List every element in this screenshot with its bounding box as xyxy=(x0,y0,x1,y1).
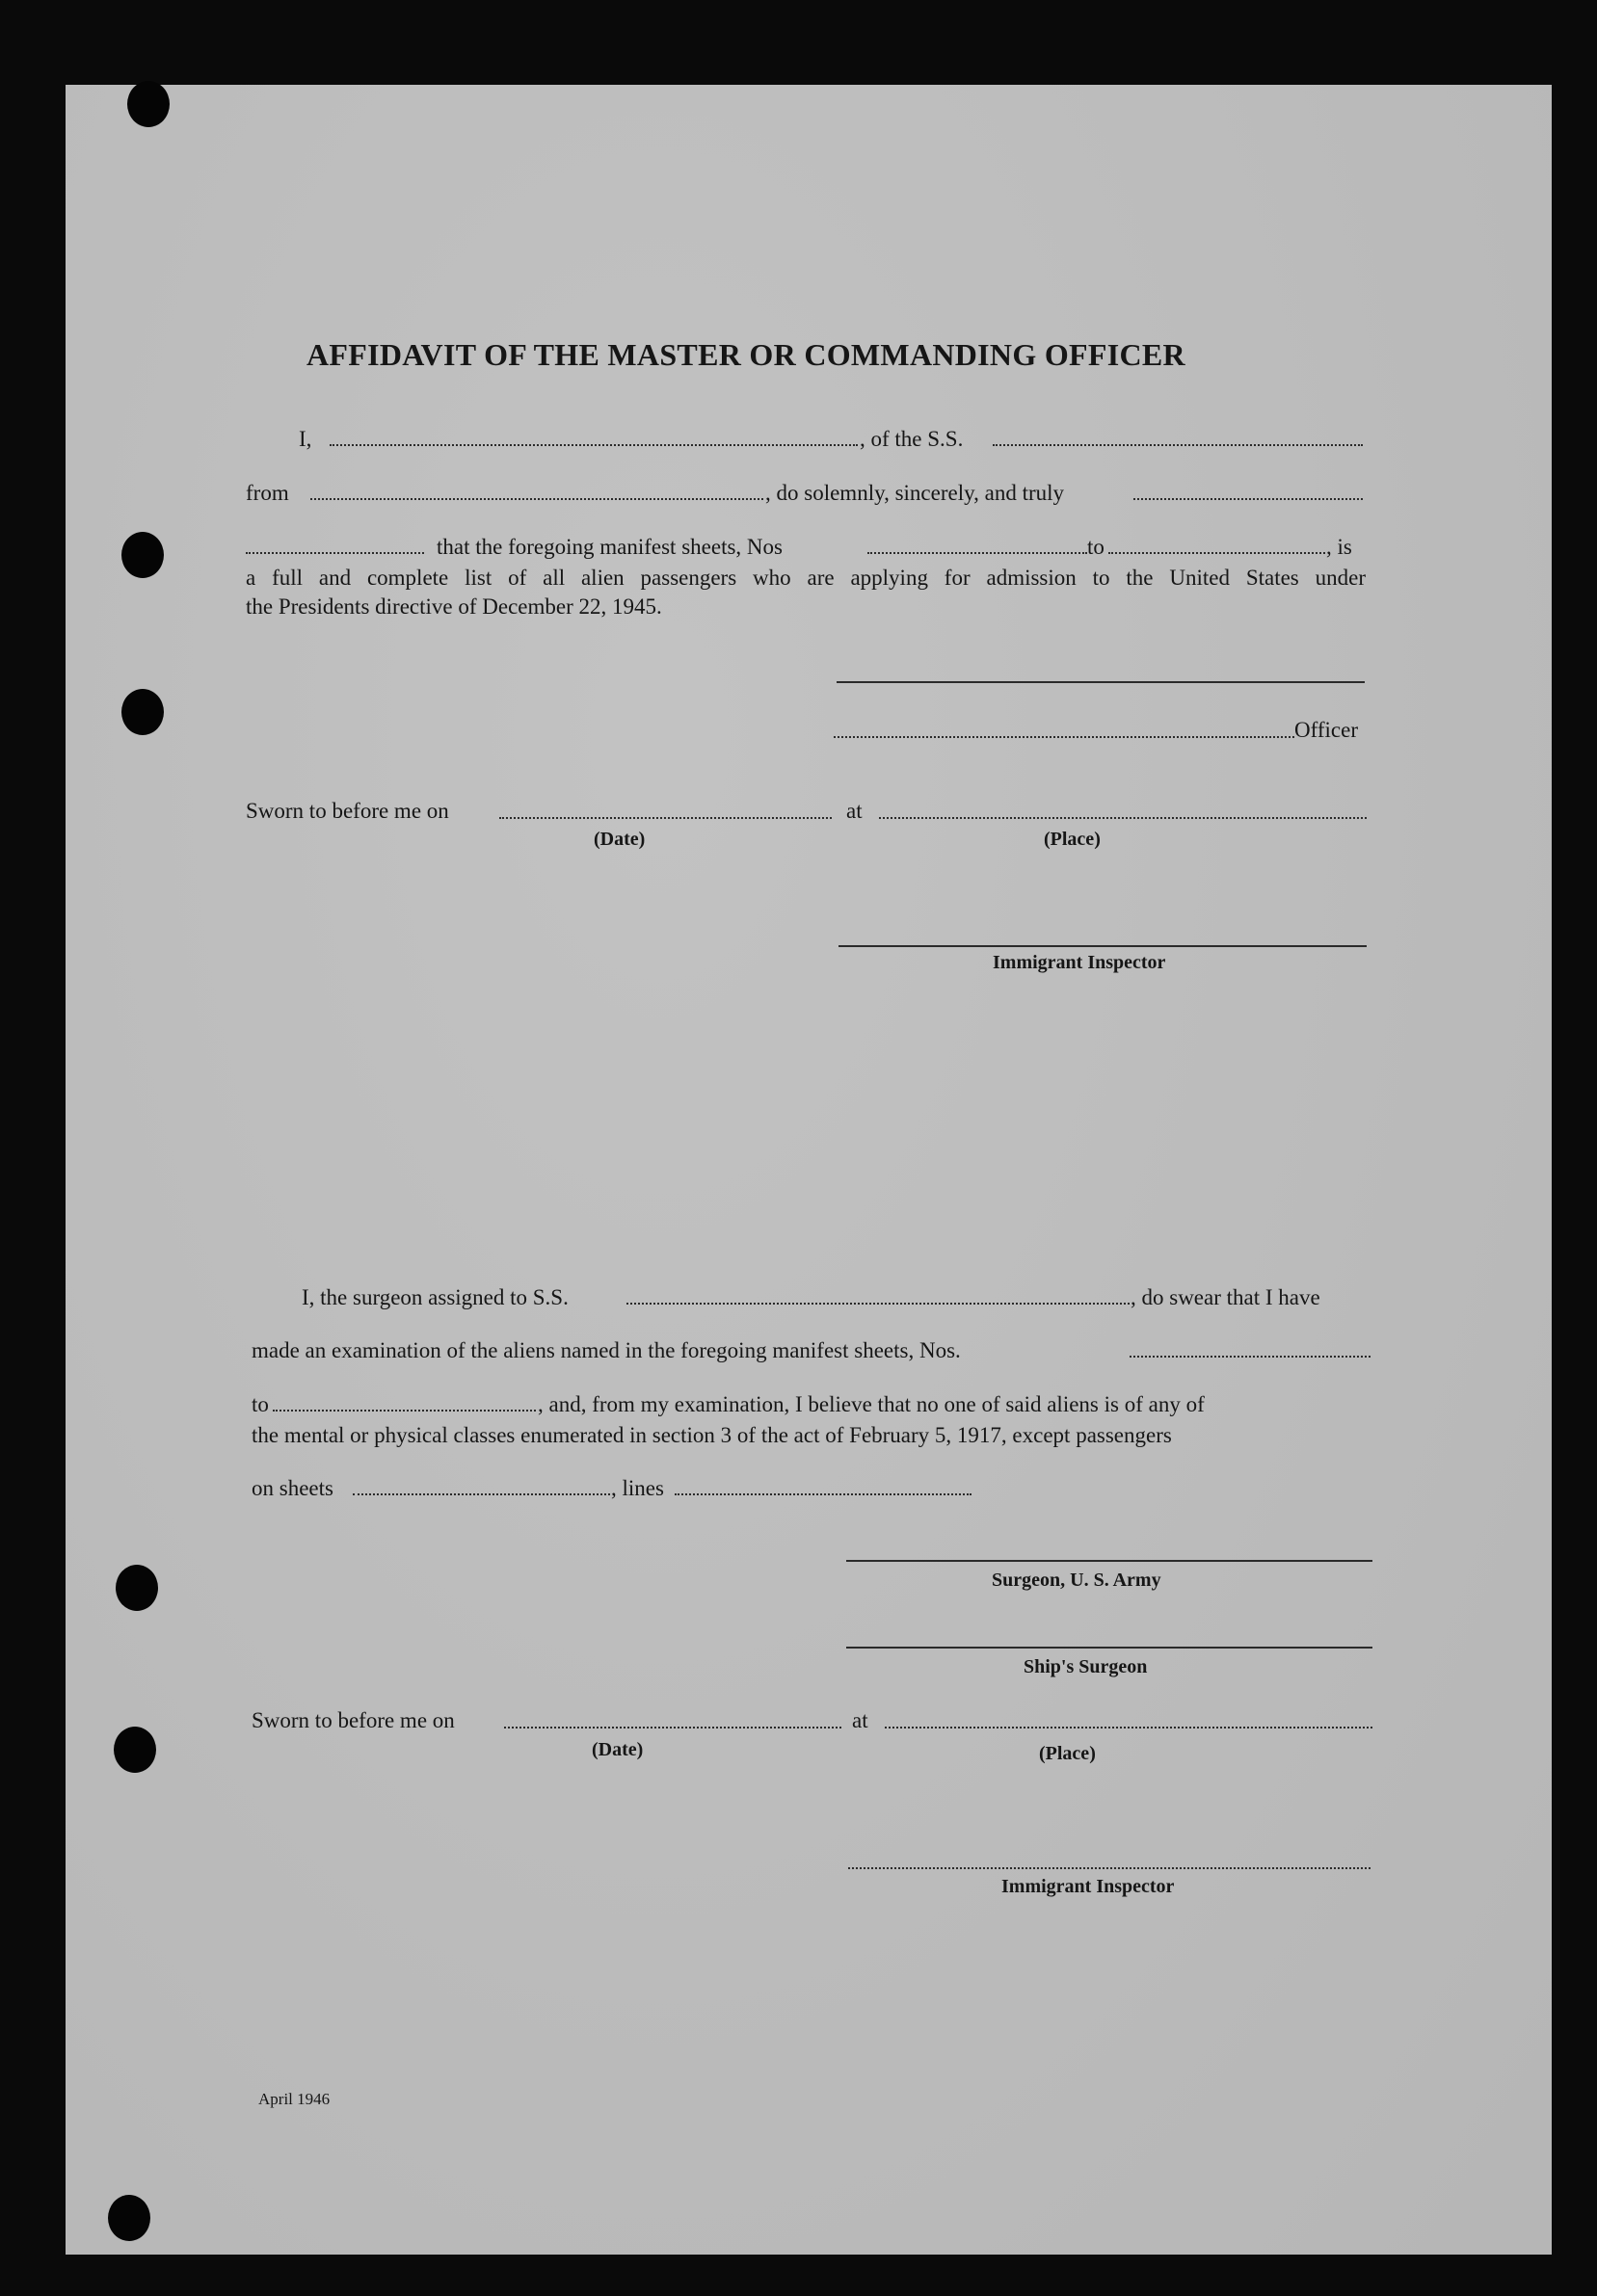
ship-name-field xyxy=(993,444,1363,446)
swear-affirm-field xyxy=(1133,498,1363,500)
document-page xyxy=(66,85,1552,2255)
swear-affirm-field-2 xyxy=(246,552,424,554)
from-port-field xyxy=(310,498,763,500)
date-caption-1: (Date) xyxy=(594,829,646,850)
sworn-label-2: Sworn to before me on xyxy=(252,1708,455,1732)
punch-hole xyxy=(114,1727,156,1773)
ships-surgeon-label: Ship's Surgeon xyxy=(1024,1656,1148,1677)
at-label-1: at xyxy=(846,799,863,823)
bleed-through-text xyxy=(405,173,1272,328)
surgeon-line-4: the mental or physical classes enumerated in section 3 of the act of February 5, 1917, except passengers xyxy=(252,1423,1172,1447)
surgeon-ship-field xyxy=(626,1303,1130,1305)
sheet-no-to-field xyxy=(1108,552,1325,554)
lines-label: , lines xyxy=(611,1476,664,1500)
surgeon-sheet-to-field xyxy=(273,1410,536,1412)
date-caption-2: (Date) xyxy=(592,1739,644,1760)
lines-field xyxy=(675,1493,972,1495)
master-name-field xyxy=(330,444,858,446)
document-title: AFFIDAVIT OF THE MASTER OR COMMANDING OFFICER xyxy=(306,337,1185,372)
sworn-label-1: Sworn to before me on xyxy=(246,799,449,823)
sworn-place-field-1 xyxy=(879,817,1367,819)
punch-hole xyxy=(121,689,164,735)
surgeon-army-label: Surgeon, U. S. Army xyxy=(992,1570,1161,1591)
paragraph-line: a full and complete list of all alien passengers who are applying for admission to the United States under xyxy=(246,566,1366,590)
punch-hole xyxy=(127,81,170,127)
officer-label: Officer xyxy=(1294,718,1358,742)
solemnly-label: , do solemnly, sincerely, and truly xyxy=(765,481,1065,505)
surgeon-line-3: , and, from my examination, I believe that no one of said aliens is of any of xyxy=(538,1392,1205,1416)
to-label: to xyxy=(1087,535,1105,559)
surgeon-sheet-no-field xyxy=(1130,1356,1371,1358)
on-sheets-label: on sheets xyxy=(252,1476,333,1500)
of-the-ss-label: , of the S.S. xyxy=(860,427,964,451)
inspector-signature-line-2 xyxy=(848,1867,1371,1869)
officer-title-line xyxy=(834,736,1294,738)
affidavit-i: I, xyxy=(299,427,312,451)
sworn-date-field-2 xyxy=(504,1727,841,1729)
place-caption-2: (Place) xyxy=(1039,1743,1096,1764)
inspector-signature-line-1 xyxy=(838,945,1367,947)
surgeon-to-label: to xyxy=(252,1392,269,1416)
foregoing-sheets-label: that the foregoing manifest sheets, Nos xyxy=(437,535,783,559)
punch-hole xyxy=(121,532,164,578)
sheet-no-from-field xyxy=(867,552,1087,554)
officer-signature-line xyxy=(837,681,1365,683)
is-label: , is xyxy=(1326,535,1352,559)
on-sheets-field xyxy=(353,1493,610,1495)
place-caption-1: (Place) xyxy=(1044,829,1101,850)
at-label-2: at xyxy=(852,1708,868,1732)
surgeon-line-2: made an examination of the aliens named in the foregoing manifest sheets, Nos. xyxy=(252,1338,961,1362)
surgeon-line-1a: I, the surgeon assigned to S.S. xyxy=(302,1285,569,1309)
affidavit-paragraph xyxy=(246,564,1366,593)
from-label: from xyxy=(246,481,289,505)
ships-surgeon-signature-line xyxy=(846,1647,1372,1649)
immigrant-inspector-label-2: Immigrant Inspector xyxy=(1001,1876,1175,1897)
sworn-place-field-2 xyxy=(885,1727,1372,1729)
immigrant-inspector-label-1: Immigrant Inspector xyxy=(993,952,1166,973)
form-date-footer: April 1946 xyxy=(258,2090,331,2108)
paragraph-line-2: the Presidents directive of December 22, 1945. xyxy=(246,594,662,619)
punch-hole xyxy=(116,1565,158,1611)
sworn-date-field-1 xyxy=(499,817,832,819)
army-surgeon-signature-line xyxy=(846,1560,1372,1562)
surgeon-line-1b: , do swear that I have xyxy=(1131,1285,1320,1309)
punch-hole xyxy=(108,2195,150,2241)
